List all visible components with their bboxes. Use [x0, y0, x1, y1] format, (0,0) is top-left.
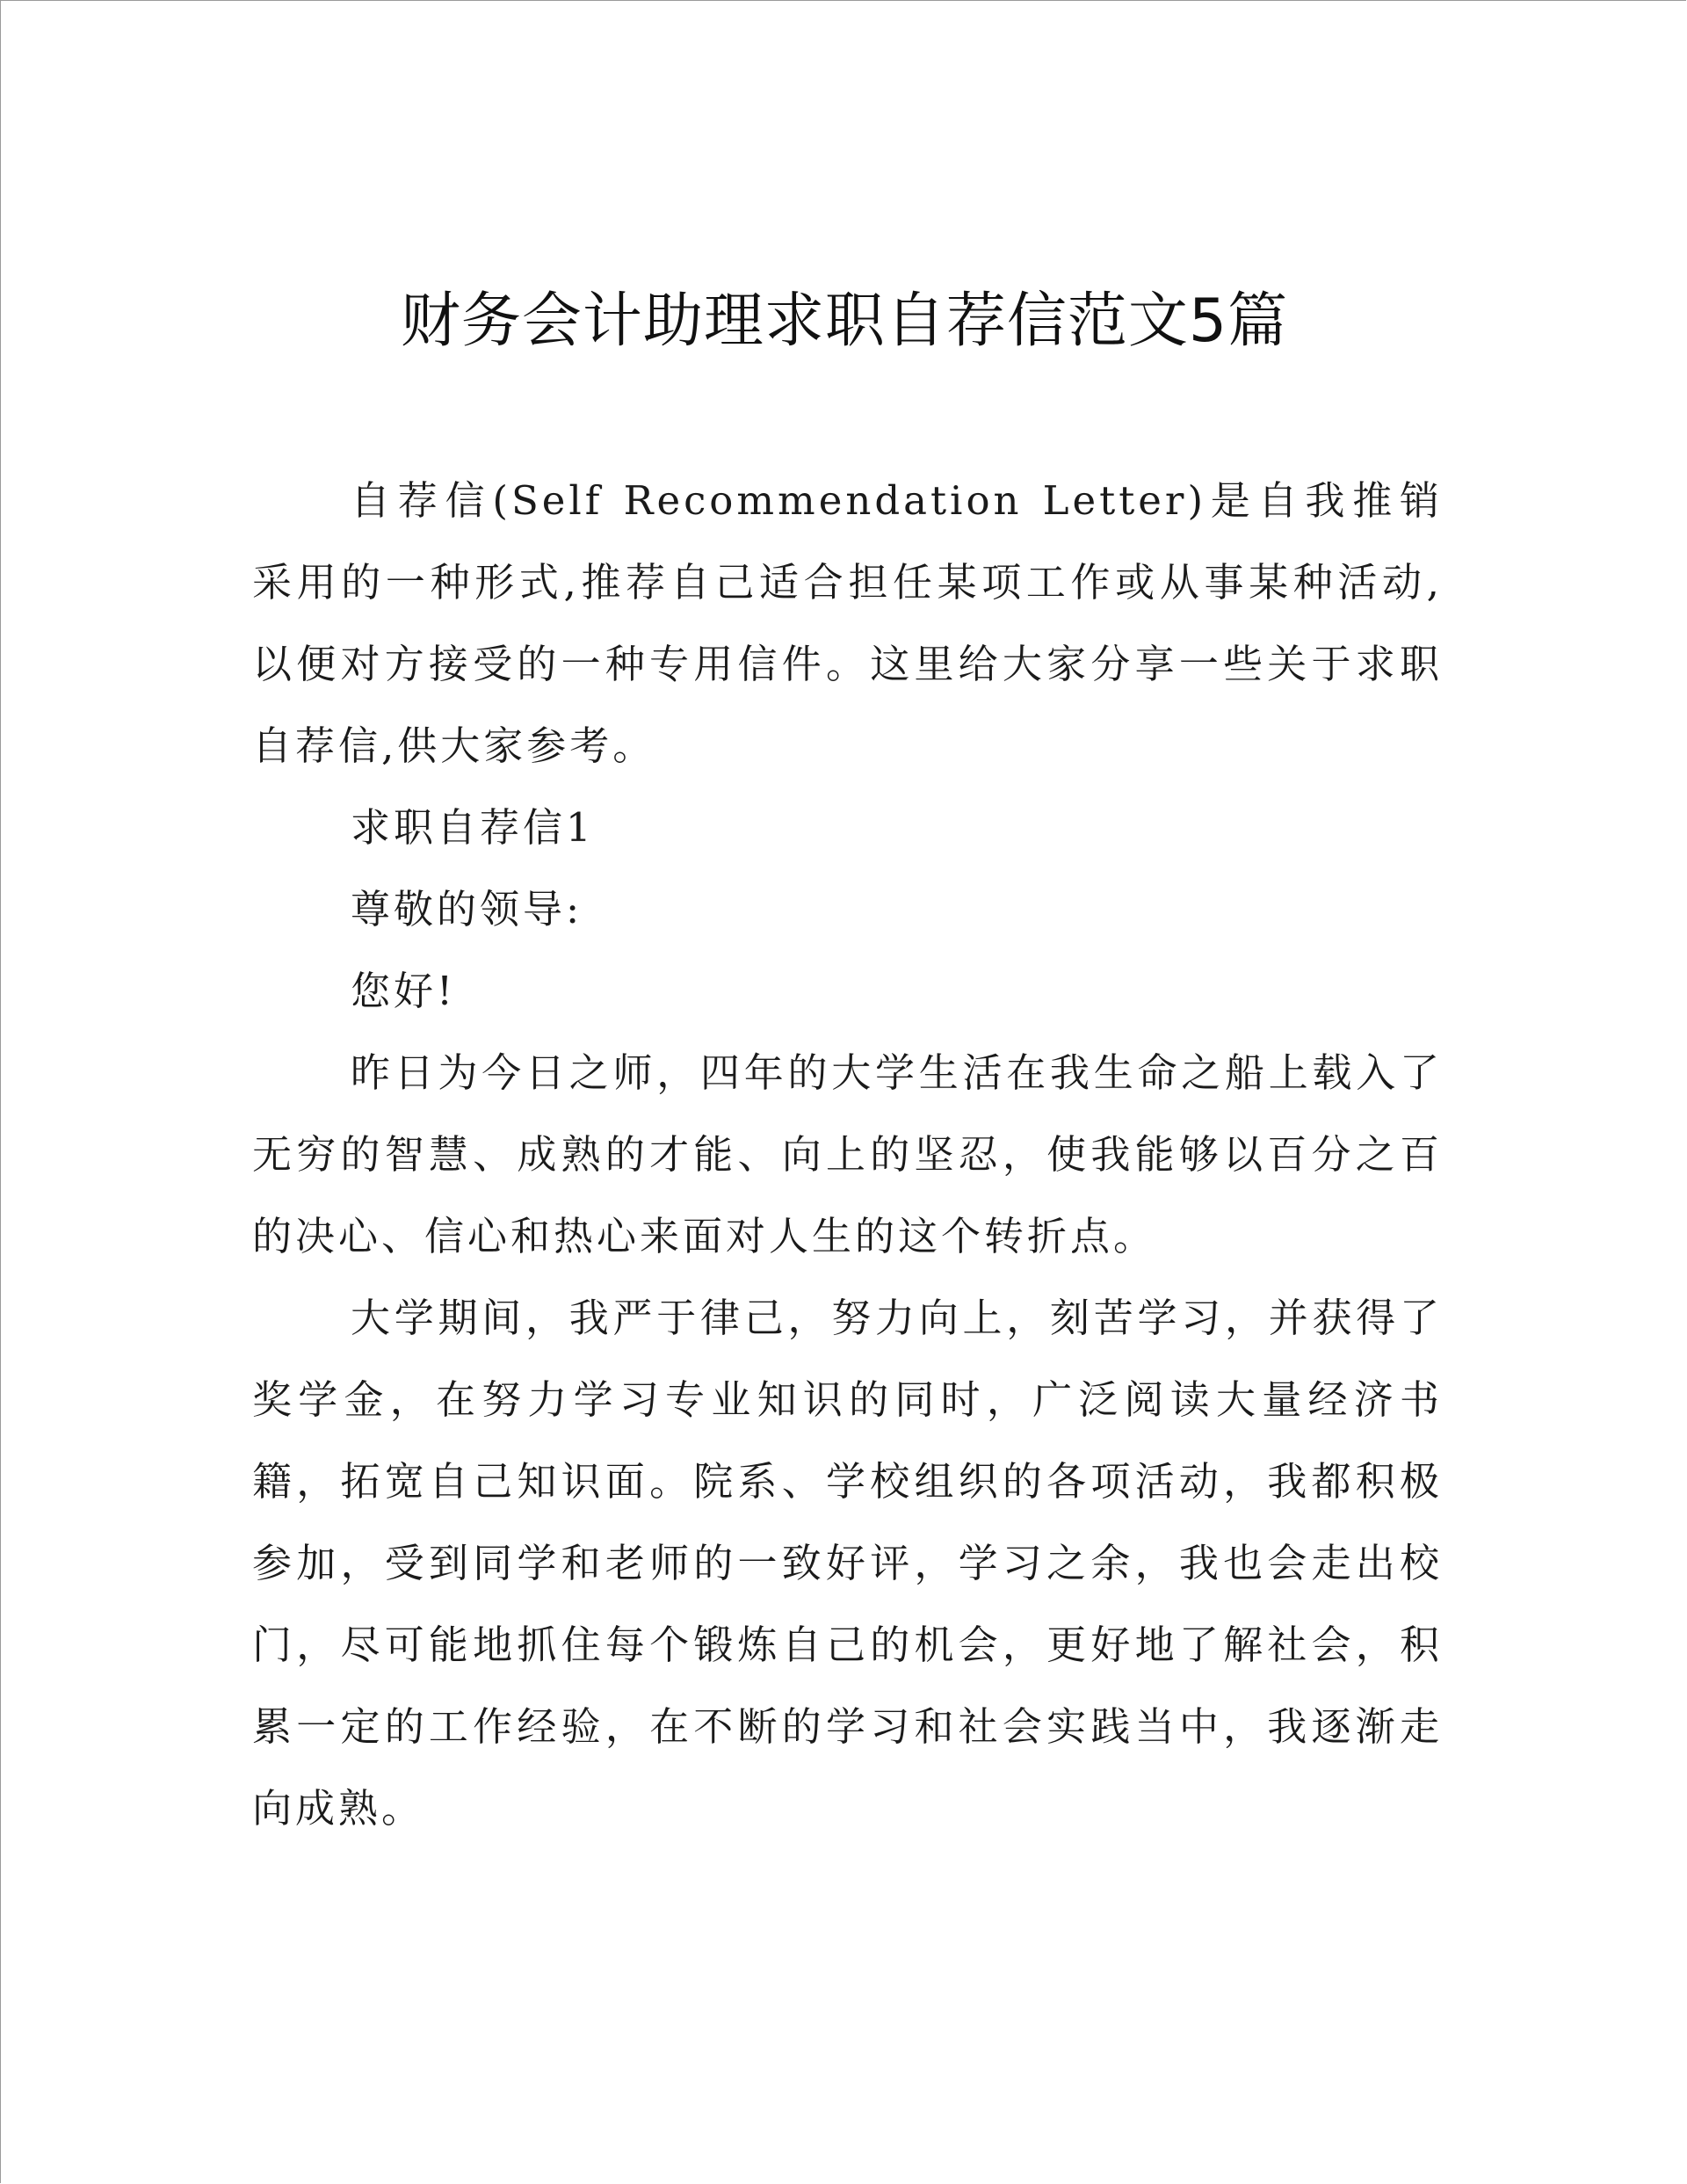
document-title: 财务会计助理求职自荐信范文5篇 — [400, 287, 1289, 356]
greeting: 您好! — [351, 968, 457, 1014]
body-paragraph: 昨日为今日之师，四年的大学生活在我生命之船上载入了无穷的智慧、成熟的才能、向上的坚忍，使我能够以百分之百的决心、信心和热心来面对人生的这个转折点。 — [252, 1049, 1443, 1259]
intro-paragraph: 自荐信(Self Recommendation Letter)是自我推销采用的一种形式,推荐自己适合担任某项工作或从事某种活动,以便对方接受的一种专用信件。这里给大家分享一些关于求职自荐信,供大家参考。 — [252, 477, 1443, 769]
letter-heading: 求职自荐信1 — [351, 804, 595, 851]
body-paragraph: 大学期间，我严于律己，努力向上，刻苦学习，并获得了奖学金，在努力学习专业知识的同时，广泛阅读大量经济书籍，拓宽自己知识面。院系、学校组织的各项活动，我都积极参加，受到同学和老师的一致好评，学习之余，我也会走出校门，尽可能地抓住每个锻炼自己的机会，更好地了解社会，积累一定的工作经验，在不断的学习和社会实践当中，我逐渐走向成熟。 — [252, 1295, 1443, 1832]
document-body — [252, 460, 1443, 1849]
salutation: 尊敬的领导: — [351, 886, 583, 932]
